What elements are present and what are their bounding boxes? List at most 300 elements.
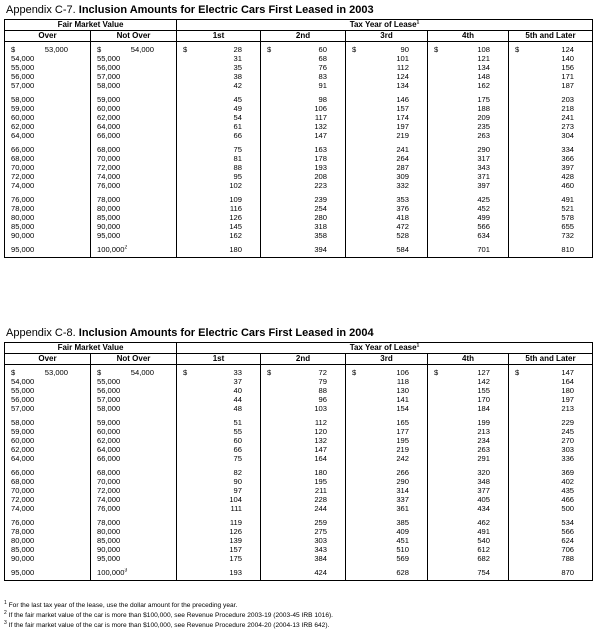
table-cell: 397 [428, 181, 509, 190]
table-cell: 72,000 [91, 163, 177, 172]
table-cell: 57,000 [91, 72, 177, 81]
table-cell: 241 [509, 113, 593, 122]
table-cell: 56,000 [91, 63, 177, 72]
table-row [5, 204, 593, 213]
table-cell: 57,000 [5, 81, 91, 90]
table-cell: 318 [261, 222, 346, 231]
col-header: 5th and Later [509, 31, 593, 42]
table-cell: 706 [509, 545, 593, 554]
table-cell: 112 [346, 63, 428, 72]
table-cell: 55 [177, 427, 261, 436]
table-cell: 377 [428, 486, 509, 495]
table-cell: 120 [261, 427, 346, 436]
table-cell: 472 [346, 222, 428, 231]
table-cell: 74,000 [91, 172, 177, 181]
table-row [5, 163, 593, 172]
table-row [5, 504, 593, 513]
table-cell: 499 [428, 213, 509, 222]
table-cell: 275 [261, 527, 346, 536]
table-cell: 628 [346, 568, 428, 581]
table-cell: 280 [261, 213, 346, 222]
table-cell: 174 [346, 113, 428, 122]
table-cell: 180 [261, 468, 346, 477]
table-cell: 510 [346, 545, 428, 554]
table-cell: 72,000 [91, 486, 177, 495]
table-cell: 56,000 [5, 72, 91, 81]
table-cell: 76,000 [91, 504, 177, 513]
table-cell: 162 [177, 231, 261, 240]
table-cell: 64,000 [5, 454, 91, 463]
table-row [5, 377, 593, 386]
table-cell: 376 [346, 204, 428, 213]
table-cell: 85,000 [91, 536, 177, 545]
table-cell: 100,000$^2$ [91, 245, 177, 258]
table-cell: 434 [428, 504, 509, 513]
table-cell: 569 [346, 554, 428, 563]
table-cell: 75 [177, 454, 261, 463]
table-cell: 51 [177, 418, 261, 427]
table-cell: 80,000 [5, 213, 91, 222]
table-cell: 112 [261, 418, 346, 427]
table-cell: 121 [428, 54, 509, 63]
table-cell: 96 [261, 395, 346, 404]
table-cell: 528 [346, 231, 428, 240]
table-cell: $ 54,000 [91, 42, 177, 55]
table-cell: $ 147 [509, 365, 593, 378]
table-cell: 157 [346, 104, 428, 113]
table-row [5, 122, 593, 131]
table-cell: 57,000 [91, 395, 177, 404]
table-cell: 58,000 [5, 95, 91, 104]
table-cell: 157 [177, 545, 261, 554]
table-cell: 101 [346, 54, 428, 63]
table-cell: 60,000 [5, 113, 91, 122]
table-cell: 54,000 [5, 377, 91, 386]
table-cell: 634 [428, 231, 509, 240]
table-cell: $ 60 [261, 42, 346, 55]
table-cell: 74,000 [5, 504, 91, 513]
table-cell: 209 [428, 113, 509, 122]
table-cell: 116 [177, 204, 261, 213]
table-cell: 64,000 [5, 131, 91, 140]
table-cell: 203 [509, 95, 593, 104]
table-cell: 68,000 [91, 145, 177, 154]
table-cell: 62,000 [5, 122, 91, 131]
dollar-sign: $ [97, 368, 102, 377]
table-cell: 119 [177, 518, 261, 527]
table-cell: 788 [509, 554, 593, 563]
table-row [5, 568, 593, 581]
dollar-sign: $ [11, 368, 16, 377]
table-row [5, 172, 593, 181]
table-cell: 111 [177, 504, 261, 513]
table-row [5, 104, 593, 113]
table-row [5, 95, 593, 104]
table-cell: 870 [509, 568, 593, 581]
table-cell: $ 53,000 [5, 365, 91, 378]
table-cell: 35 [177, 63, 261, 72]
table-row [5, 545, 593, 554]
table-cell: 44 [177, 395, 261, 404]
table-cell: 57,000 [5, 404, 91, 413]
table-cell: 208 [261, 172, 346, 181]
table-cell: 343 [261, 545, 346, 554]
table-cell: 70,000 [5, 486, 91, 495]
table-row [5, 145, 593, 154]
footnote: $^3$ If the fair market value of the car is more than $100,000, see Revenue Procedure 2004-20 (2004-13 IRB 642). [4, 619, 330, 629]
table-cell: 95,000 [5, 245, 91, 258]
tax-year-header: Tax Year of Lease$^1$ [177, 20, 593, 31]
table-row [5, 195, 593, 204]
table-title [6, 327, 374, 340]
table-cell: 88 [177, 163, 261, 172]
table-cell: 371 [428, 172, 509, 181]
col-header: Not Over [91, 354, 177, 365]
table-cell: 59,000 [5, 427, 91, 436]
table-cell: 48 [177, 404, 261, 413]
table-title-text: Inclusion Amounts for Electric Cars First Leased in 2003 [78, 4, 374, 16]
table-cell: 428 [509, 172, 593, 181]
table-cell: 90,000 [91, 545, 177, 554]
table-cell: 66 [177, 445, 261, 454]
table-row [5, 418, 593, 427]
table-cell: 154 [346, 404, 428, 413]
table-cell: 187 [509, 81, 593, 90]
table-cell: 244 [261, 504, 346, 513]
table-cell: 366 [509, 154, 593, 163]
table-row [5, 518, 593, 527]
table-cell: 90 [177, 477, 261, 486]
table-cell: 270 [509, 436, 593, 445]
table-cell: $ 106 [346, 365, 428, 378]
table-cell: 68,000 [91, 468, 177, 477]
footnote: $^1$ For the last tax year of the lease, use the dollar amount for the preceding year. [4, 599, 238, 609]
table-cell: 139 [177, 536, 261, 545]
table-cell: 85,000 [5, 545, 91, 554]
dollar-sign: $ [434, 368, 439, 377]
dollar-sign: $ [183, 45, 188, 54]
table-cell: 263 [428, 131, 509, 140]
table-cell: 273 [509, 122, 593, 131]
table-cell: 68,000 [5, 477, 91, 486]
col-header: Not Over [91, 31, 177, 42]
dollar-sign: $ [515, 368, 520, 377]
table-cell: 90,000 [5, 554, 91, 563]
table-row [5, 181, 593, 190]
table-cell: 384 [261, 554, 346, 563]
table-cell: 81 [177, 154, 261, 163]
table-cell: 76,000 [5, 195, 91, 204]
table-cell: 178 [261, 154, 346, 163]
table-cell: 95,000 [91, 554, 177, 563]
table-cell: 59,000 [91, 418, 177, 427]
col-header: 4th [428, 354, 509, 365]
table-cell: 134 [428, 63, 509, 72]
table-cell: 290 [428, 145, 509, 154]
table-row [5, 63, 593, 72]
table-row [5, 445, 593, 454]
inclusion-table [4, 19, 593, 258]
table-cell: 180 [509, 386, 593, 395]
table-cell: 31 [177, 54, 261, 63]
table-cell: 85,000 [91, 213, 177, 222]
table-row [5, 486, 593, 495]
table-cell: 142 [428, 377, 509, 386]
table-cell: 462 [428, 518, 509, 527]
table-cell: 612 [428, 545, 509, 554]
table-cell: 60 [177, 436, 261, 445]
table-cell: 219 [346, 131, 428, 140]
table-cell: 54 [177, 113, 261, 122]
table-cell: 145 [177, 222, 261, 231]
table-cell: 228 [261, 495, 346, 504]
table-cell: 264 [346, 154, 428, 163]
table-cell: 70,000 [5, 163, 91, 172]
table-cell: 38 [177, 72, 261, 81]
table-cell: $ 108 [428, 42, 509, 55]
table-cell: 45 [177, 95, 261, 104]
table-cell: 466 [509, 495, 593, 504]
table-cell: 106 [261, 104, 346, 113]
table-cell: 259 [261, 518, 346, 527]
table-row [5, 554, 593, 563]
table-cell: 90,000 [91, 222, 177, 231]
table-cell: 242 [346, 454, 428, 463]
table-cell: 126 [177, 527, 261, 536]
table-cell: 124 [346, 72, 428, 81]
col-header: 3rd [346, 354, 428, 365]
table-cell: 348 [428, 477, 509, 486]
table-cell: 80,000 [91, 204, 177, 213]
table-cell: 234 [428, 436, 509, 445]
table-cell: 82 [177, 468, 261, 477]
col-header: 3rd [346, 31, 428, 42]
table-cell: $ 90 [346, 42, 428, 55]
table-cell: 266 [346, 468, 428, 477]
table-cell: 146 [346, 95, 428, 104]
table-cell: 291 [428, 454, 509, 463]
table-row [5, 365, 593, 378]
table-cell: 337 [346, 495, 428, 504]
table-cell: 314 [346, 486, 428, 495]
table-cell: 147 [261, 131, 346, 140]
table-cell: 309 [346, 172, 428, 181]
table-cell: 732 [509, 231, 593, 240]
footnote: $^2$ If the fair market value of the car is more than $100,000, see Revenue Procedure 2003-19 (2003-45 IRB 1016). [4, 609, 334, 619]
dollar-sign: $ [352, 45, 357, 54]
table-cell: 701 [428, 245, 509, 258]
appendix-label: Appendix C-7. [6, 4, 76, 16]
table-cell: 91 [261, 81, 346, 90]
table-cell: 117 [261, 113, 346, 122]
table-cell: 118 [346, 377, 428, 386]
table-cell: 109 [177, 195, 261, 204]
table-cell: 409 [346, 527, 428, 536]
table-section-c7 [2, 4, 592, 274]
table-cell: 95,000 [91, 231, 177, 240]
table-cell: 211 [261, 486, 346, 495]
dollar-sign: $ [97, 45, 102, 54]
table-cell: 165 [346, 418, 428, 427]
table-cell: 56,000 [91, 386, 177, 395]
dollar-sign: $ [515, 45, 520, 54]
table-cell: 78,000 [91, 518, 177, 527]
table-cell: 584 [346, 245, 428, 258]
table-cell: 229 [509, 418, 593, 427]
table-row [5, 231, 593, 240]
table-row [5, 54, 593, 63]
table-cell: 177 [346, 427, 428, 436]
dollar-sign: $ [267, 45, 272, 54]
table-cell: 55,000 [91, 54, 177, 63]
table-cell: 64,000 [91, 122, 177, 131]
table-cell: 491 [509, 195, 593, 204]
inclusion-table [4, 342, 593, 581]
table-cell: 624 [509, 536, 593, 545]
dollar-sign: $ [434, 45, 439, 54]
table-row [5, 436, 593, 445]
table-cell: 56,000 [5, 395, 91, 404]
table-cell: 74,000 [5, 181, 91, 190]
table-cell: 98 [261, 95, 346, 104]
table-row [5, 42, 593, 55]
table-cell: 418 [346, 213, 428, 222]
table-cell: 320 [428, 468, 509, 477]
table-cell: 213 [509, 404, 593, 413]
table-cell: 76,000 [5, 518, 91, 527]
table-section-c8 [2, 327, 592, 597]
table-row [5, 131, 593, 140]
table-cell: 76 [261, 63, 346, 72]
table-cell: 566 [509, 527, 593, 536]
table-cell: 193 [177, 568, 261, 581]
table-cell: 304 [509, 131, 593, 140]
table-cell: 199 [428, 418, 509, 427]
table-cell: 491 [428, 527, 509, 536]
table-cell: 303 [261, 536, 346, 545]
table-row [5, 154, 593, 163]
table-title [6, 4, 374, 17]
table-cell: 425 [428, 195, 509, 204]
table-cell: 62,000 [91, 436, 177, 445]
table-cell: 164 [509, 377, 593, 386]
table-cell: 405 [428, 495, 509, 504]
table-cell: 184 [428, 404, 509, 413]
table-cell: 397 [509, 163, 593, 172]
table-cell: 79 [261, 377, 346, 386]
table-cell: 70,000 [91, 477, 177, 486]
table-cell: 58,000 [91, 404, 177, 413]
table-cell: 235 [428, 122, 509, 131]
table-row [5, 222, 593, 231]
table-cell: 90,000 [5, 231, 91, 240]
table-cell: 162 [428, 81, 509, 90]
table-cell: 42 [177, 81, 261, 90]
table-cell: 59,000 [5, 104, 91, 113]
table-cell: 141 [346, 395, 428, 404]
table-cell: 394 [261, 245, 346, 258]
table-row [5, 477, 593, 486]
table-cell: 343 [428, 163, 509, 172]
table-cell: 219 [346, 445, 428, 454]
table-cell: 59,000 [91, 95, 177, 104]
table-cell: 78,000 [5, 527, 91, 536]
table-cell: 188 [428, 104, 509, 113]
table-cell: 83 [261, 72, 346, 81]
table-cell: 334 [509, 145, 593, 154]
col-header: 1st [177, 31, 261, 42]
table-cell: $ 127 [428, 365, 509, 378]
table-cell: 100,000$^3$ [91, 568, 177, 581]
table-cell: 55,000 [5, 63, 91, 72]
table-cell: $ 53,000 [5, 42, 91, 55]
table-cell: 254 [261, 204, 346, 213]
table-cell: 58,000 [91, 81, 177, 90]
tax-year-header: Tax Year of Lease$^1$ [177, 343, 593, 354]
table-cell: $ 28 [177, 42, 261, 55]
table-cell: 60,000 [91, 104, 177, 113]
dollar-sign: $ [352, 368, 357, 377]
table-cell: 75 [177, 145, 261, 154]
table-cell: 245 [509, 427, 593, 436]
table-row [5, 468, 593, 477]
table-cell: 424 [261, 568, 346, 581]
table-cell: 500 [509, 504, 593, 513]
table-row [5, 386, 593, 395]
table-cell: 95 [177, 172, 261, 181]
table-cell: 85,000 [5, 222, 91, 231]
table-cell: 336 [509, 454, 593, 463]
table-cell: 66,000 [91, 131, 177, 140]
dollar-sign: $ [267, 368, 272, 377]
table-cell: 66,000 [91, 454, 177, 463]
table-cell: 682 [428, 554, 509, 563]
table-cell: 353 [346, 195, 428, 204]
table-cell: 66,000 [5, 145, 91, 154]
table-cell: 195 [261, 477, 346, 486]
table-cell: 64,000 [91, 445, 177, 454]
table-cell: 104 [177, 495, 261, 504]
table-cell: 156 [509, 63, 593, 72]
table-body [5, 365, 593, 581]
table-row [5, 395, 593, 404]
table-cell: 460 [509, 181, 593, 190]
table-row [5, 81, 593, 90]
table-cell: 164 [261, 454, 346, 463]
table-row [5, 245, 593, 258]
table-cell: 239 [261, 195, 346, 204]
table-cell: 78,000 [91, 195, 177, 204]
table-cell: 303 [509, 445, 593, 454]
table-cell: 97 [177, 486, 261, 495]
table-cell: 49 [177, 104, 261, 113]
table-cell: 578 [509, 213, 593, 222]
table-cell: 452 [428, 204, 509, 213]
table-cell: 332 [346, 181, 428, 190]
table-cell: 402 [509, 477, 593, 486]
table-cell: 55,000 [91, 377, 177, 386]
dollar-sign: $ [11, 45, 16, 54]
table-row [5, 527, 593, 536]
table-cell: 540 [428, 536, 509, 545]
table-cell: 103 [261, 404, 346, 413]
table-cell: 197 [346, 122, 428, 131]
table-cell: 68 [261, 54, 346, 63]
table-cell: $ 72 [261, 365, 346, 378]
col-header: 5th and Later [509, 354, 593, 365]
fmv-header: Fair Market Value [5, 20, 177, 31]
table-cell: 241 [346, 145, 428, 154]
